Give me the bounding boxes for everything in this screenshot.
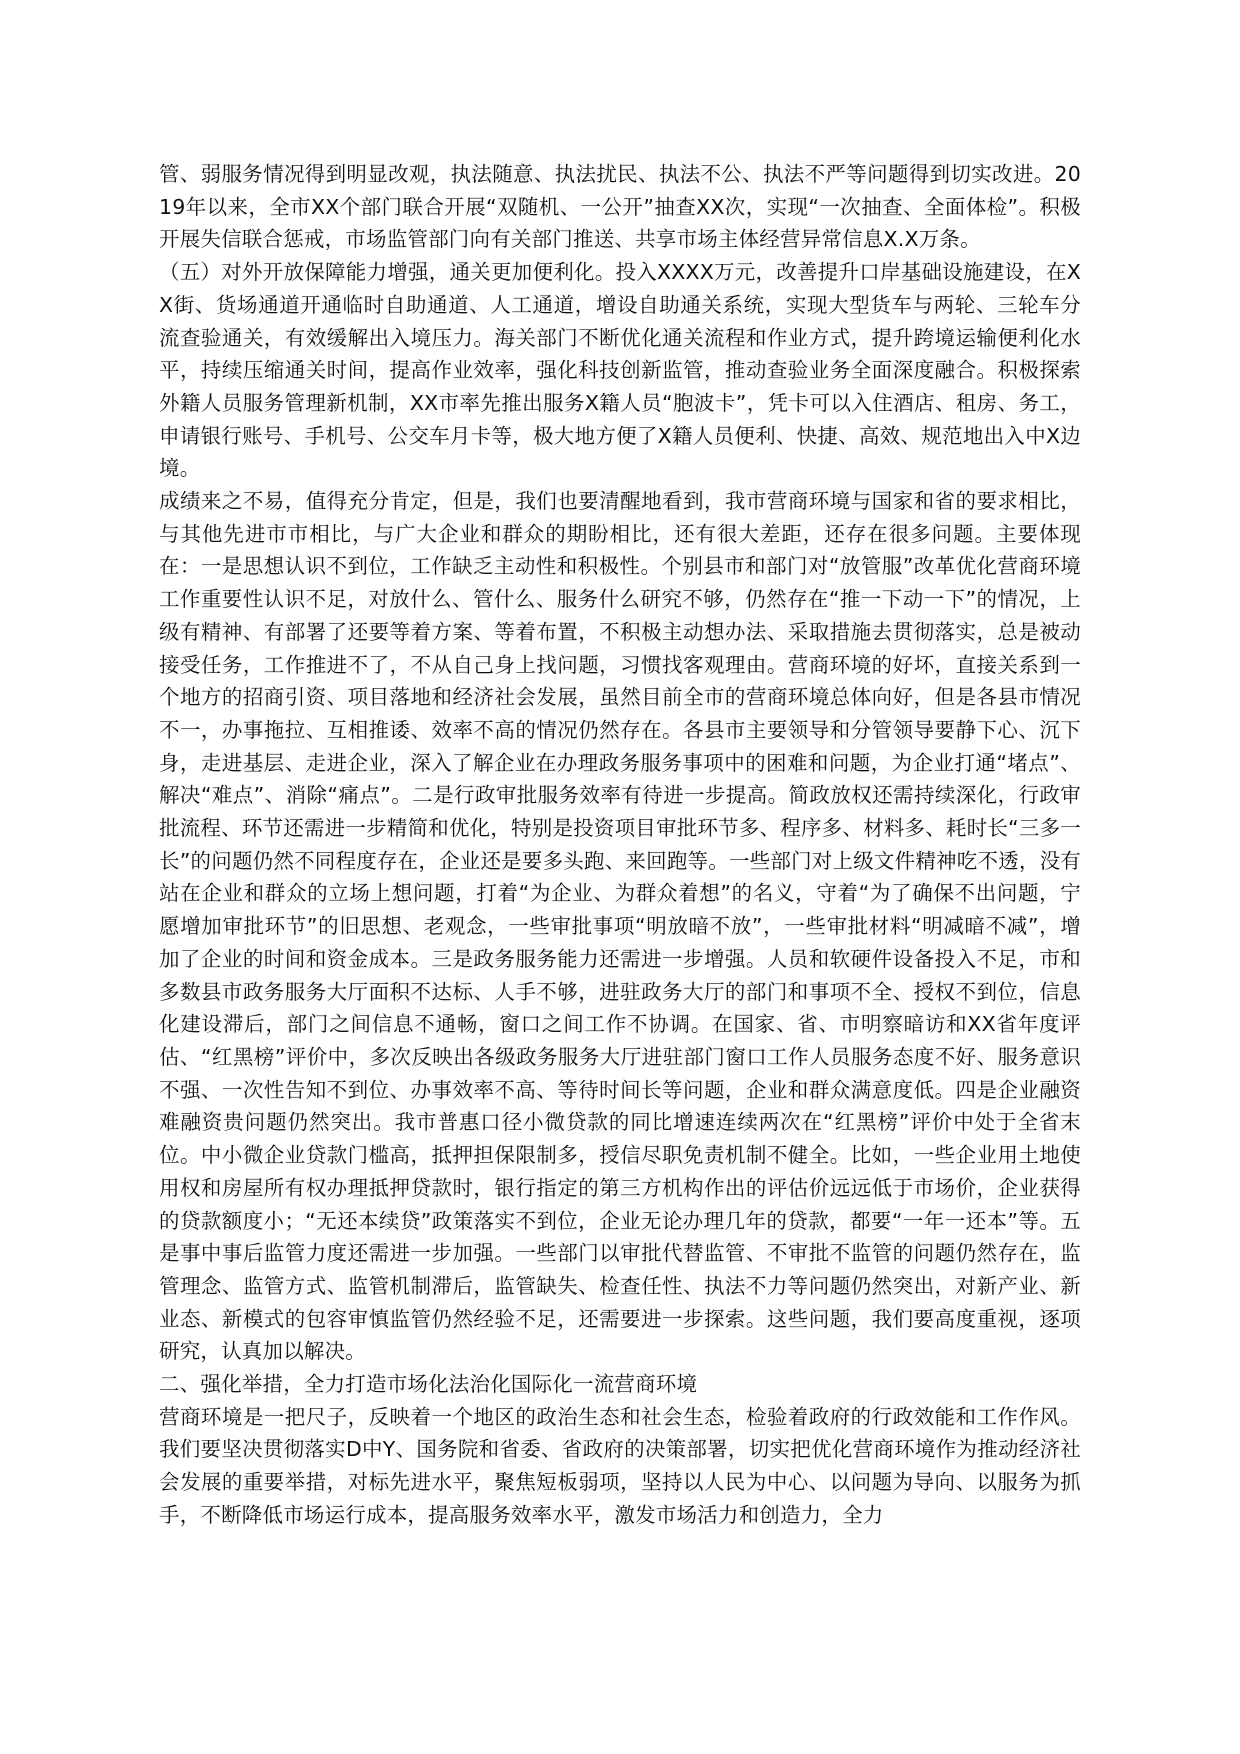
section-heading-measures: 二、强化举措，全力打造市场化法治化国际化一流营商环境 bbox=[159, 1372, 698, 1397]
document-page bbox=[159, 158, 1081, 1532]
paragraph-customs-clearance: （五）对外开放保障能力增强，通关更加便利化。投入XXXX万元，改善提升口岸基础设施建设，在XX街、货场通道开通临时自助通道、人工通道，增设自助通关系统，实现大型货车与两轮、三轮车分流查验通关，有效缓解出入境压力。海关部门不断优化通关流程和作业方式，提升跨境运输便利化水平，持续压缩通关时间，提高作业效率，强化科技创新监管，推动查验业务全面深度融合。积极探索外籍人员服务管理新机制，XX市率先推出服务X籍人员“胞波卡”，凭卡可以入住酒店、租房、务工，申请银行账号、手机号、公交车月卡等，极大地方便了X籍人员便利、快捷、高效、规范地出入中X边境。 bbox=[159, 260, 1081, 481]
paragraph-problems-analysis: 成绩来之不易，值得充分肯定，但是，我们也要清醒地看到，我市营商环境与国家和省的要求相比，与其他先进市市相比，与广大企业和群众的期盼相比，还有很大差距，还存在很多问题。主要体现在：一是思想认识不到位，工作缺乏主动性和积极性。个别县市和部门对“放管服”改革优化营商环境工作重要性认识不足，对放什么、管什么、服务什么研究不够，仍然存在“推一下动一下”的情况，上级有精神、有部署了还要等着方案、等着布置，不积极主动想办法、采取措施去贯彻落实，总是被动接受任务，工作推进不了，不从自己身上找问题，习惯找客观理由。营商环境的好坏，直接关系到一个地方的招商引资、项目落地和经济社会发展，虽然目前全市的营商环境总体向好，但是各县市情况不一，办事拖拉、互相推诿、效率不高的情况仍然存在。各县市主要领导和分管领导要静下心、沉下身，走进基层、走进企业，深入了解企业在办理政务服务事项中的困难和问题，为企业打通“堵点”、解决“难点”、消除“痛点”。二是行政审批服务效率有待进一步提高。简政放权还需持续深化，行政审批流程、环节还需进一步精简和优化，特别是投资项目审批环节多、程序多、材料多、耗时长“三多一长”的问题仍然不同程度存在，企业还是要多头跑、来回跑等。一些部门对上级文件精神吃不透，没有站在企业和群众的立场上想问题，打着“为企业、为群众着想”的名义，守着“为了确保不出问题，宁愿增加审批环节”的旧思想、老观念，一些审批事项“明放暗不放”，一些审批材料“明减暗不减”，增加了企业的时间和资金成本。三是政务服务能力还需进一步增强。人员和软硬件设备投入不足，市和多数县市政务服务大厅面积不达标、人手不够，进驻政务大厅的部门和事项不全、授权不到位，信息化建设滞后，部门之间信息不通畅，窗口之间工作不协调。在国家、省、市明察暗访和XX省年度评估、“红黑榜”评价中，多次反映出各级政务服务大厅进驻部门窗口工作人员服务态度不好、服务意识不强、一次性告知不到位、办事效率不高、等待时间长等问题，企业和群众满意度低。四是企业融资难融资贵问题仍然突出。我市普惠口径小微贷款的同比增速连续两次在“红黑榜”评价中处于全省末位。中小微企业贷款门槛高，抵押担保限制多，授信尽职免责机制不健全。比如，一些企业用土地使用权和房屋所有权办理抵押贷款时，银行指定的第三方机构作出的评估价远远低于市场价，企业获得的贷款额度小；“无还本续贷”政策落实不到位，企业无论办理几年的贷款，都要“一年一还本”等。五是事中事后监管力度还需进一步加强。一些部门以审批代替监管、不审批不监管的问题仍然存在，监管理念、监管方式、监管机制滞后，监管缺失、检查任性、执法不力等问题仍然突出，对新产业、新业态、新模式的包容审慎监管仍然经验不足，还需要进一步探索。这些问题，我们要高度重视，逐项研究，认真加以解决。 bbox=[159, 489, 1081, 1364]
paragraph-law-enforcement: 管、弱服务情况得到明显改观，执法随意、执法扰民、执法不公、执法不严等问题得到切实改进。2019年以来，全市XX个部门联合开展“双随机、一公开”抽查XX次，实现“一次抽查、全面体检”。积极开展失信联合惩戒，市场监管部门向有关部门推送、共享市场主体经营异常信息X.X万条。 bbox=[159, 162, 1081, 252]
paragraph-business-environment: 营商环境是一把尺子，反映着一个地区的政治生态和社会生态，检验着政府的行政效能和工作作风。我们要坚决贯彻落实D中Y、国务院和省委、省政府的决策部署，切实把优化营商环境作为推动经济社会发展的重要举措，对标先进水平，聚焦短板弱项，坚持以人民为中心、以问题为导向、以服务为抓手，不断降低市场运行成本，提高服务效率水平，激发市场活力和创造力，全力 bbox=[159, 1404, 1081, 1527]
